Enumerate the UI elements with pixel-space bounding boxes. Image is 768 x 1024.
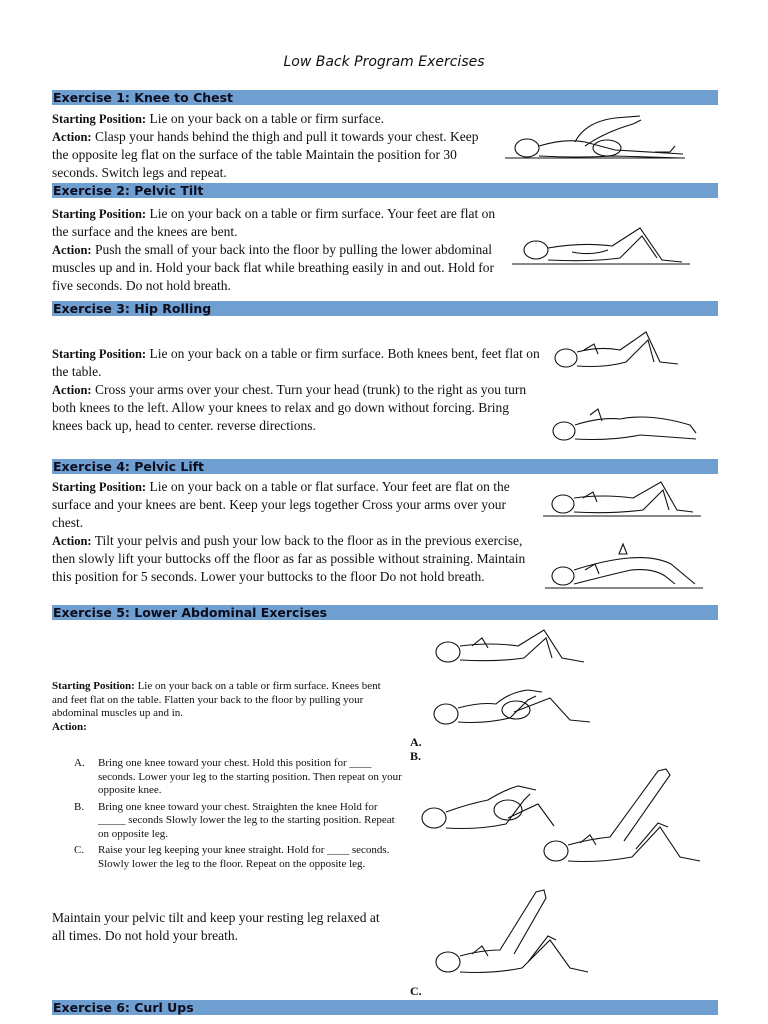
exercise-5-text bbox=[52, 680, 392, 734]
exercise-3-start-text: Lie on your back on a table or firm surface. Both knees bent, feet flat on the table. bbox=[52, 346, 540, 379]
lower-abdominal-figure-b-extended bbox=[540, 765, 710, 869]
exercise-5-note: Maintain your pelvic tilt and keep your resting leg relaxed at all times. Do not hold your breath. bbox=[52, 910, 380, 943]
list-item bbox=[52, 844, 407, 871]
hip-rolling-figure-2 bbox=[550, 405, 700, 445]
exercise-3-action-text: Cross your arms over your chest. Turn your head (trunk) to the right as you turn both knees to the left. Allow your knees to relax and go down without forcing. Bring knees back up, head to center. reverse directions. bbox=[52, 382, 527, 433]
exercise-1-start-text: Lie on your back on a table or firm surface. bbox=[146, 111, 385, 126]
exercise-2-header: Exercise 2: Pelvic Tilt bbox=[52, 183, 718, 198]
lower-abdominal-figure-b bbox=[418, 770, 558, 834]
lower-abdominal-figure-a bbox=[430, 686, 595, 730]
exercise-5-start-text: Lie on your back on a table or firm surface. Knees bent and feet flat on the table. Flatten your back to the floor by pulling your abdominal muscles up and in. bbox=[52, 680, 381, 719]
exercise-4-header: Exercise 4: Pelvic Lift bbox=[52, 459, 718, 474]
exercise-1-action-text: Clasp your hands behind the thigh and pull it towards your chest. Keep the opposite leg flat on the surface of the table Maintain the position for 30 seconds. Switch legs and repeat. bbox=[52, 129, 479, 180]
figure-label-c: C. bbox=[410, 984, 422, 998]
list-item-text: Bring one knee toward your chest. Straighten the knee Hold for _____ seconds Slowly lower the leg to the starting position. Repeat on opposite leg. bbox=[98, 800, 395, 840]
figure-label-b: B. bbox=[410, 749, 422, 763]
exercise-4-action-label: Action: bbox=[52, 534, 92, 548]
exercise-6-header: Exercise 6: Curl Ups bbox=[52, 1000, 718, 1015]
exercise-1-text bbox=[52, 110, 492, 182]
exercise-3-text bbox=[52, 345, 542, 435]
exercise-4-text bbox=[52, 478, 537, 586]
exercise-2-action-label: Action: bbox=[52, 243, 92, 257]
list-item bbox=[52, 757, 407, 798]
list-item-marker: B. bbox=[74, 800, 85, 813]
exercise-2-action-text: Push the small of your back into the floor by pulling the lower abdominal muscles up and in. Hold your back flat while breathing easily in and out. Hold for five seconds. Do not hold breath. bbox=[52, 242, 495, 293]
exercise-5-action-label: Action: bbox=[52, 720, 87, 733]
knee-to-chest-figure bbox=[505, 112, 690, 162]
lower-abdominal-start-figure bbox=[432, 626, 592, 668]
exercise-2-start-label: Starting Position: bbox=[52, 207, 147, 221]
exercise-5-list bbox=[52, 757, 407, 874]
figure-label-a: A. bbox=[410, 735, 422, 749]
pelvic-lift-figure-1 bbox=[543, 480, 703, 520]
exercise-2-text bbox=[52, 205, 497, 295]
page-title: Low Back Program Exercises bbox=[283, 54, 485, 70]
lower-abdominal-figure-c bbox=[432, 886, 592, 980]
list-item bbox=[52, 801, 407, 842]
pelvic-lift-figure-2 bbox=[545, 540, 705, 592]
list-item-text: Raise your leg keeping your knee straight. Hold for ____ seconds. Slowly lower the leg to the floor. Repeat on the opposite leg. bbox=[98, 844, 390, 870]
exercise-4-start-label: Starting Position: bbox=[52, 480, 147, 494]
exercise-1-action-label: Action: bbox=[52, 130, 92, 144]
exercise-5-start-label: Starting Position: bbox=[52, 680, 135, 692]
exercise-3-start-label: Starting Position: bbox=[52, 347, 147, 361]
exercise-2-start-text: Lie on your back on a table or firm surface. Your feet are flat on the surface and the knees are bent. bbox=[52, 206, 496, 239]
hip-rolling-figure-1 bbox=[550, 328, 685, 374]
list-item-marker: C. bbox=[74, 844, 85, 856]
list-item-marker: A. bbox=[74, 757, 85, 769]
exercise-1-start-label: Starting Position: bbox=[52, 112, 147, 126]
pelvic-tilt-figure bbox=[512, 222, 692, 268]
exercise-4-start-text: Lie on your back on a table or flat surface. Your feet are flat on the surface and your knees are bent. Keep your legs together Cross your arms over your chest. bbox=[52, 479, 510, 530]
exercise-3-action-label: Action: bbox=[52, 383, 92, 397]
list-item-text: Bring one knee toward your chest. Hold this position for ____ seconds. Lower your leg to the starting position. Then repeat on your opposite knee. bbox=[98, 757, 402, 796]
exercise-1-header: Exercise 1: Knee to Chest bbox=[52, 90, 718, 105]
exercise-3-header: Exercise 3: Hip Rolling bbox=[52, 301, 718, 316]
exercise-4-action-text: Tilt your pelvis and push your low back to the floor as in the previous exercise, then slowly lift your buttocks off the floor as far as possible without straining. Maintain this position for 5 seconds. Lower your buttocks to the floor Do not hold breath. bbox=[52, 533, 526, 584]
exercise-5-header: Exercise 5: Lower Abdominal Exercises bbox=[52, 605, 718, 620]
